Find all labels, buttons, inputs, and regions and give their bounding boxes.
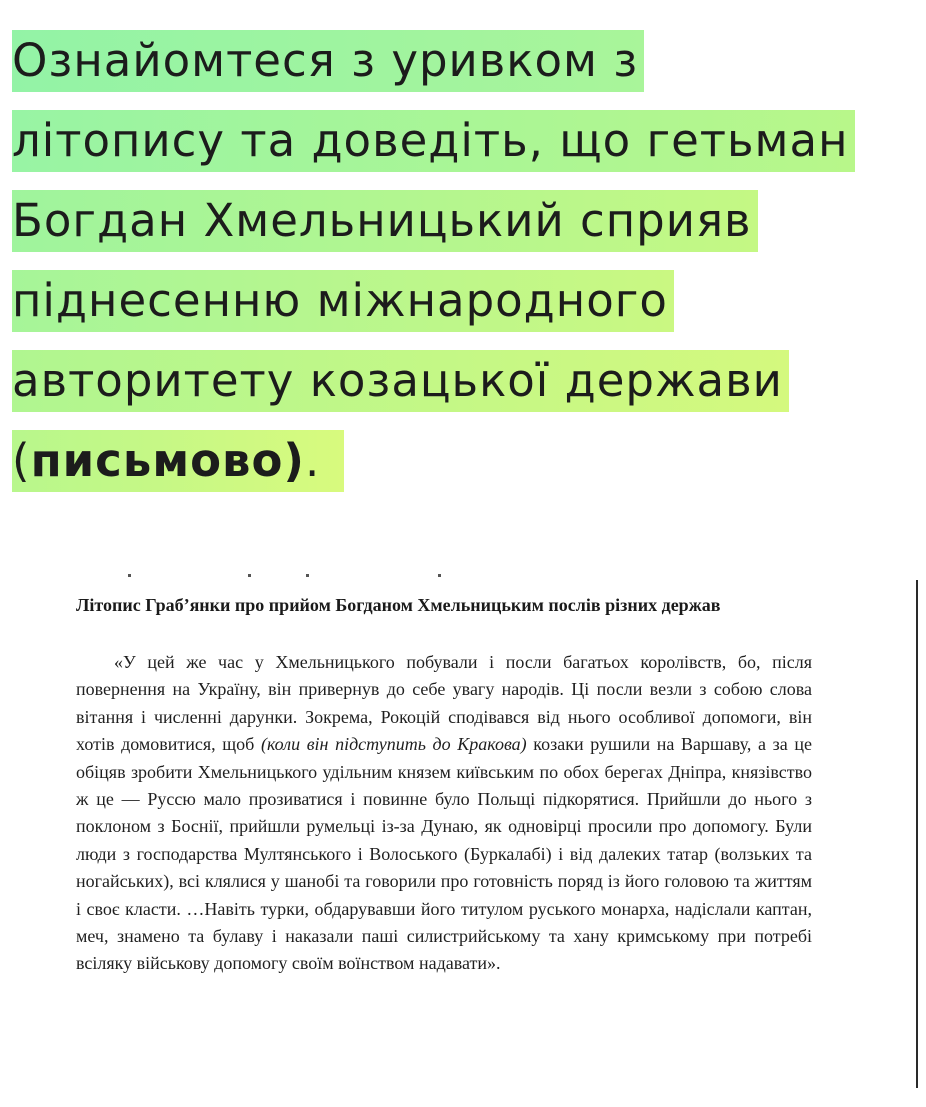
body-text-part-1: «У цей же час у Хмельницького побували і посли багатьох королівств, бо, після повернення на Україну, він привернув до себе увагу народів. Ці посли везли з собою слова вітання і численні дарунки. Зокрема, Рокоцій сподівався від нього особливої допомоги, він хотів домовитися, щоб — [76, 652, 812, 755]
open-paren: ( — [12, 434, 31, 487]
task-line-5: авторитету козацької держави — [12, 350, 789, 412]
task-line-2: літопису та доведіть, що гетьман — [12, 110, 855, 172]
scanned-document — [60, 572, 920, 1092]
document-body — [76, 649, 812, 978]
period: . — [304, 434, 321, 487]
scan-top-marks — [120, 574, 540, 582]
task-instruction — [12, 30, 912, 510]
task-line-3: Богдан Хмельницький сприяв — [12, 190, 758, 252]
task-emphasis-written: письмово) — [30, 434, 305, 487]
body-text-part-2: козаки рушили на Варшаву, а за це обіцяв зробити Хмельницького удільним князем київським по обох берегах Дніпра, князівство ж це — Руссю мало прозиватися і повинне було Польщі підкорятися. Прийшли до нього з поклоном з Боснії, прийшли румельці із-за Дунаю, як одновірці просили про допомогу. Були люди з господарства Мултянського і Волоського (Буркалабі) і від далеких татар (волзьких та ногайських), всі клялися у шанобі та говорили про готовність поряд із його головою та життям і своє класти. …Навіть турки, обдарувавши його титулом руського монарха, надіслали каптан, меч, знамено та булаву і наказали паші силистрийському та хану кримському при потребі всіляку військову допомогу своїм воїнством надавати». — [76, 734, 812, 974]
task-line-1: Ознайомтеся з уривком з — [12, 30, 644, 92]
document-title: Літопис Граб’янки про прийом Богданом Хмельницьким послів різних держав — [76, 595, 721, 615]
task-line-4: піднесенню міжнародного — [12, 270, 674, 332]
page-edge-line — [916, 580, 918, 1088]
body-italic-insert: (коли він підступить до Кракова) — [260, 734, 527, 755]
task-line-6 — [12, 430, 344, 492]
